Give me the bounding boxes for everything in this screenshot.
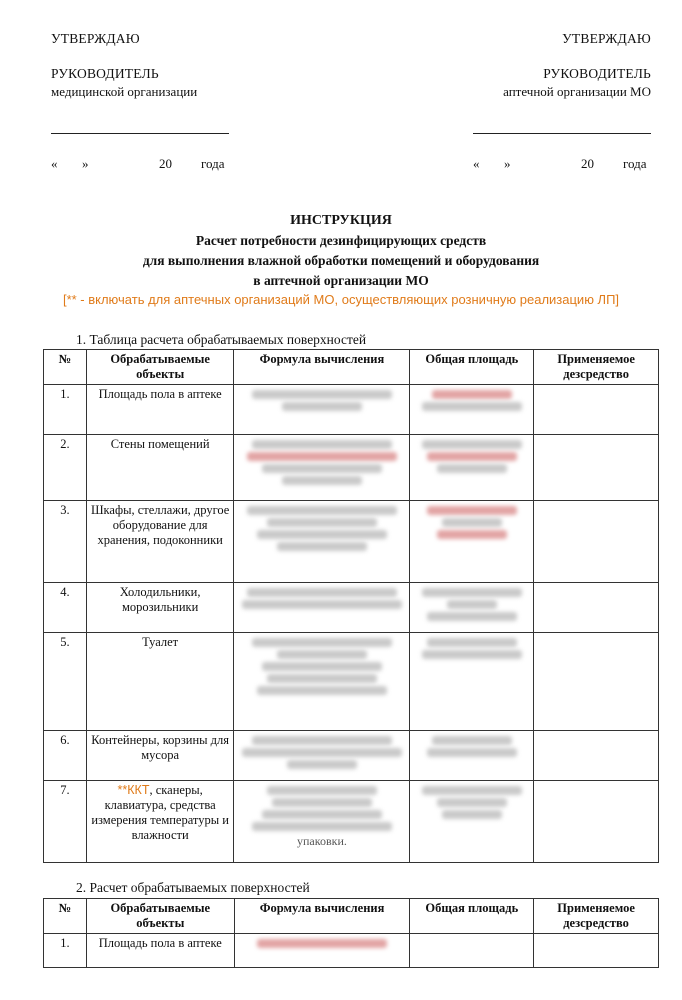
org-right: аптечной организации МО [503, 84, 651, 99]
table-row [44, 731, 659, 781]
approve-left: УТВЕРЖДАЮ [51, 31, 140, 46]
formula-redacted [234, 385, 410, 435]
area-redacted [410, 583, 534, 633]
role-right: РУКОВОДИТЕЛЬ [543, 66, 651, 81]
table1-caption: 1. Таблица расчета обрабатываемых поверхностей [76, 332, 367, 347]
title-line-3: в аптечной организации МО [253, 273, 429, 288]
row-num: 4. [44, 583, 87, 633]
table-row [44, 583, 659, 633]
signature-line-left [51, 133, 229, 134]
title-line-2: для выполнения влажной обработки помещений и оборудования [142, 253, 540, 268]
table-row [44, 385, 659, 435]
title-line-1: Расчет потребности дезинфицирующих средств [195, 233, 487, 248]
col-object: Обрабатываемые объекты [86, 899, 234, 934]
row-object: Холодильники, морозильники [86, 583, 234, 633]
row-object: Контейнеры, корзины для мусора [86, 731, 234, 781]
disinfectant-cell [534, 934, 659, 968]
col-object: Обрабатываемые объекты [86, 350, 234, 385]
disinfectant-cell [534, 435, 659, 501]
row-num: 5. [44, 633, 87, 731]
row-object: Шкафы, стеллажи, другое оборудование для хранения, подоконники [86, 501, 234, 583]
row-object-rest: , сканеры, клавиатура, средства измерения температуры и влажности [91, 783, 229, 842]
row-num: 1. [44, 934, 87, 968]
area-redacted [410, 385, 534, 435]
formula-redacted [234, 583, 410, 633]
row-num: 7. [44, 781, 87, 863]
formula-redacted [234, 781, 410, 863]
area-redacted [410, 633, 534, 731]
row-object [86, 781, 234, 863]
kkt-highlight: **ККТ [117, 783, 150, 797]
year-word-right: года [623, 156, 647, 171]
row-object: Туалет [86, 633, 234, 731]
col-area: Общая площадь [410, 350, 534, 385]
table2-caption: 2. Расчет обрабатываемых поверхностей [76, 880, 310, 895]
year-word-left: года [201, 156, 225, 171]
table-row [44, 501, 659, 583]
table-row [44, 633, 659, 731]
date-open-right: « [473, 156, 480, 171]
area-redacted [410, 501, 534, 583]
date-open-left: « [51, 156, 58, 171]
table-row [44, 781, 659, 863]
formula-redacted [234, 934, 410, 968]
area-redacted [410, 731, 534, 781]
org-left: медицинской организации [51, 84, 198, 99]
col-formula: Формула вычисления [234, 350, 410, 385]
col-formula: Формула вычисления [234, 899, 410, 934]
area-redacted [410, 435, 534, 501]
role-left: РУКОВОДИТЕЛЬ [51, 66, 159, 81]
row-object: Площадь пола в аптеке [86, 934, 234, 968]
disinfectant-cell [534, 781, 659, 863]
document-title: ИНСТРУКЦИЯ [290, 213, 392, 228]
col-area: Общая площадь [410, 899, 534, 934]
approve-right: УТВЕРЖДАЮ [562, 31, 651, 46]
formula-fragment: упаковки. [297, 834, 347, 848]
table1-header-row [44, 350, 659, 385]
year-prefix-left: 20 [159, 156, 172, 171]
row-num: 1. [44, 385, 87, 435]
disinfectant-cell [534, 385, 659, 435]
formula-redacted [234, 501, 410, 583]
date-close-right: » [504, 156, 511, 171]
disinfectant-cell [534, 501, 659, 583]
disinfectant-cell [534, 583, 659, 633]
formula-redacted [234, 435, 410, 501]
row-object: Стены помещений [86, 435, 234, 501]
row-num: 2. [44, 435, 87, 501]
row-num: 3. [44, 501, 87, 583]
table-row [44, 934, 659, 968]
disinfectant-cell [534, 731, 659, 781]
table2-header-row [44, 899, 659, 934]
row-num: 6. [44, 731, 87, 781]
col-disinfectant: Применяемое дезсредство [534, 350, 659, 385]
disinfectant-cell [534, 633, 659, 731]
area-redacted [410, 781, 534, 863]
col-disinfectant: Применяемое дезсредство [534, 899, 659, 934]
table-surfaces [43, 349, 659, 863]
col-num: № [44, 350, 87, 385]
date-close-left: » [82, 156, 89, 171]
table-row [44, 435, 659, 501]
formula-redacted [234, 633, 410, 731]
col-num: № [44, 899, 87, 934]
note-orange: [** - включать для аптечных организаций МО, осуществляющих розничную реализацию ЛП] [62, 292, 620, 307]
table-calculation [43, 898, 659, 968]
signature-line-right [473, 133, 651, 134]
formula-redacted [234, 731, 410, 781]
row-object: Площадь пола в аптеке [86, 385, 234, 435]
year-prefix-right: 20 [581, 156, 594, 171]
area-cell [410, 934, 534, 968]
